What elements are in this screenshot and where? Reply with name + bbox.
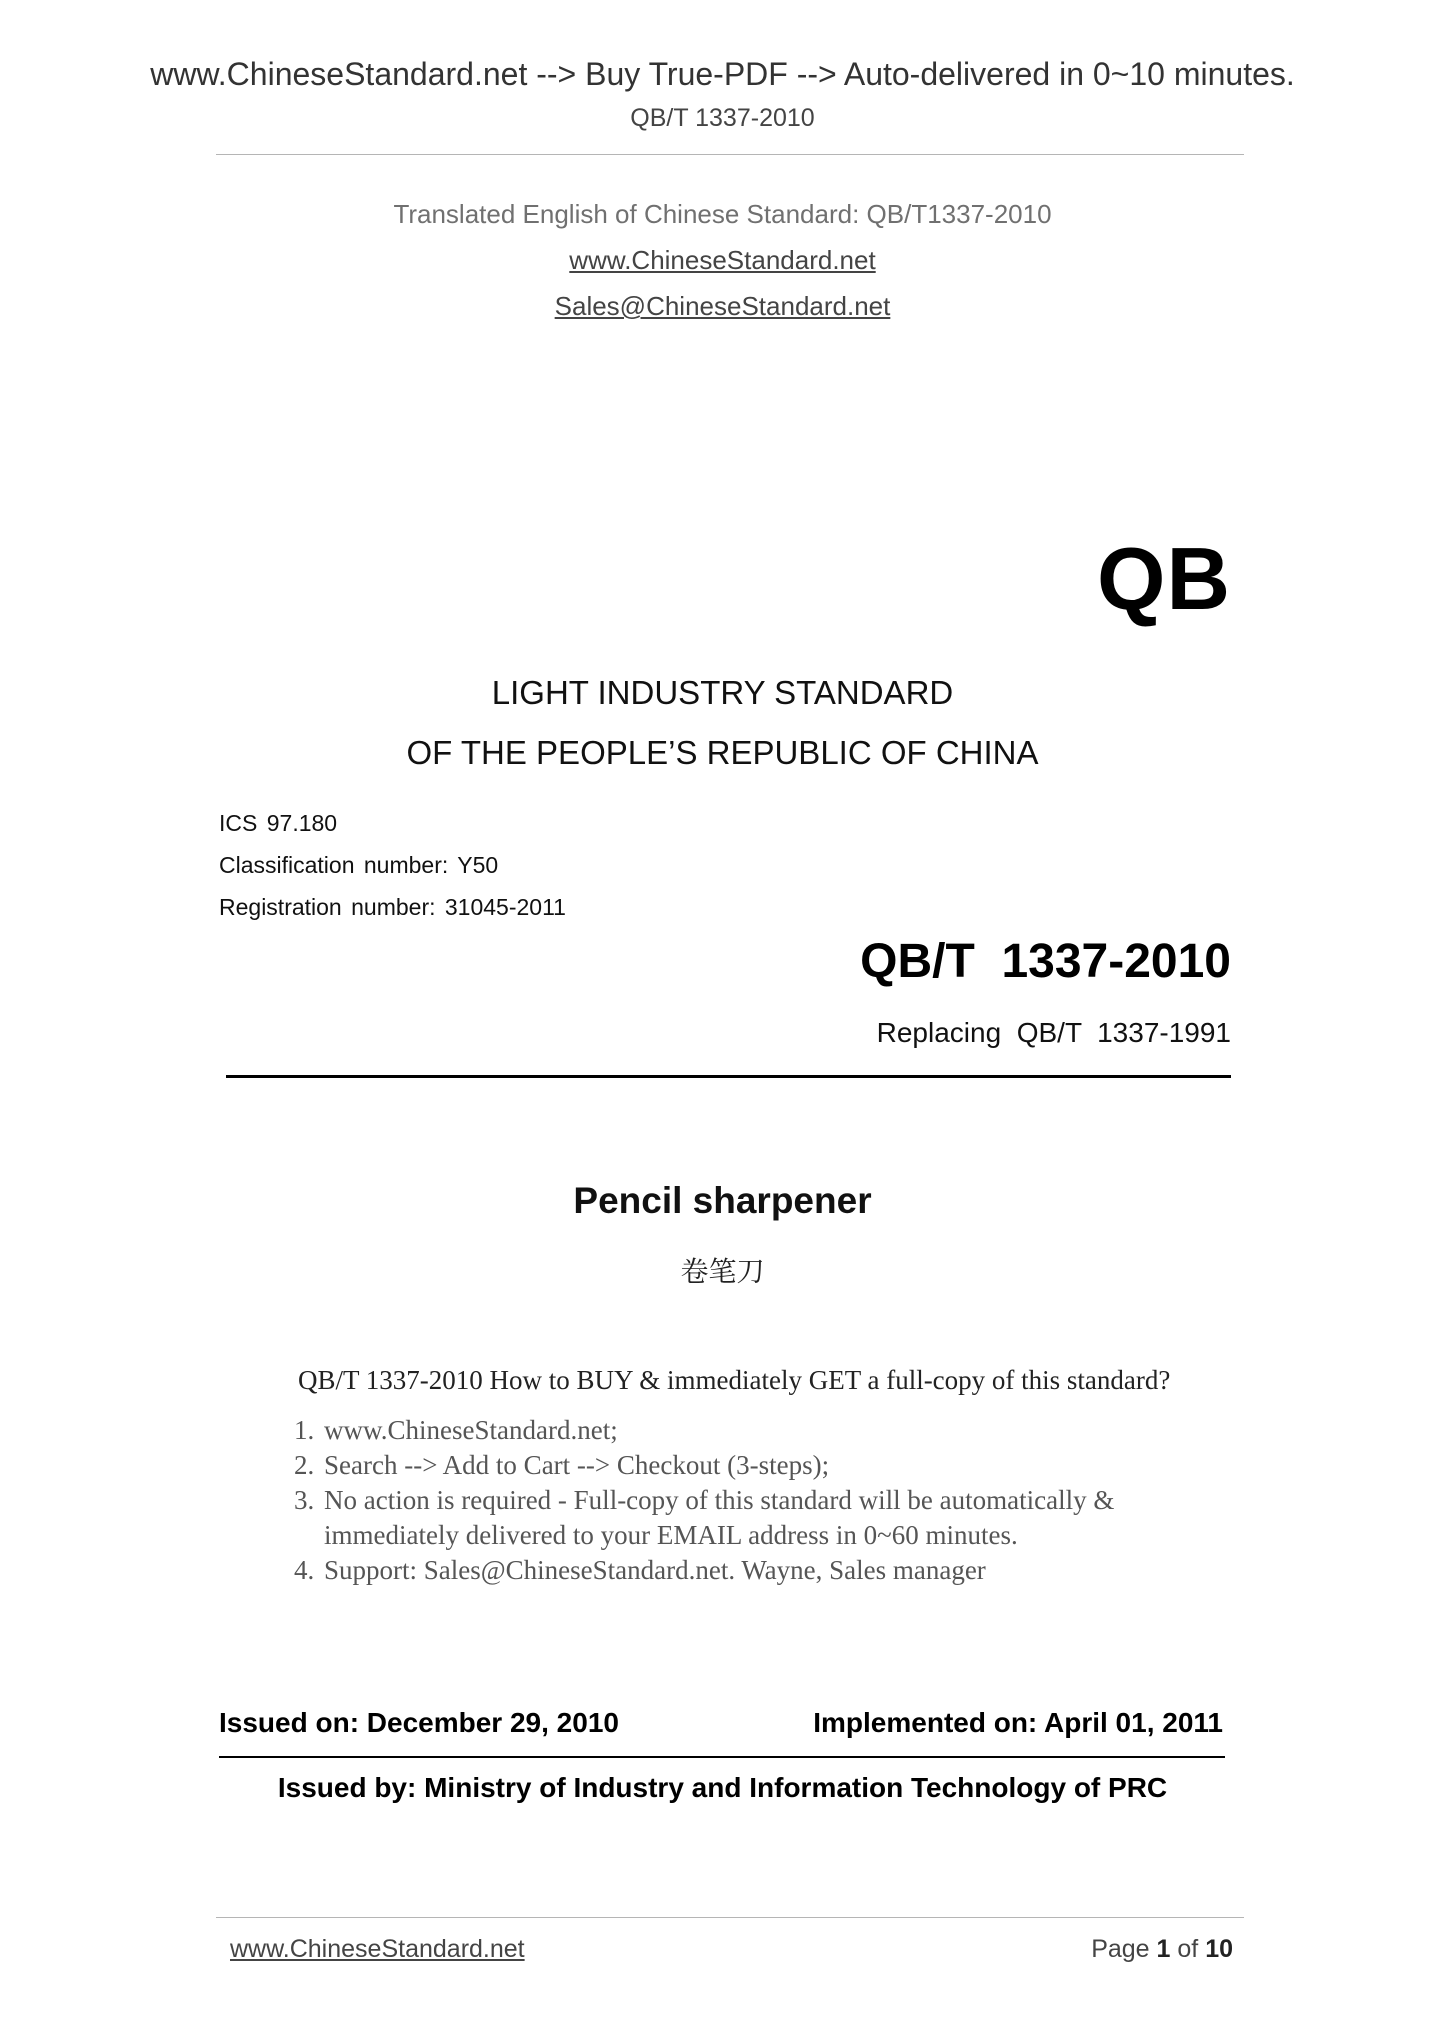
footer-divider [216, 1917, 1244, 1918]
page-current: 1 [1156, 1935, 1171, 1963]
standard-number: QB/T 1337-2010 [860, 935, 1231, 988]
site-link[interactable]: www.ChineseStandard.net [569, 245, 876, 275]
sales-link-row [0, 291, 1445, 322]
buy-heading: QB/T 1337-2010 How to BUY & immediately GET a full-copy of this standard? [298, 1365, 1171, 1395]
step-text: Support: Sales@ChineseStandard.net. Wayne, Sales manager [324, 1555, 986, 1585]
buy-steps-list [294, 1413, 1204, 1588]
step-number: 1. [294, 1415, 315, 1445]
page-total: 10 [1205, 1935, 1233, 1963]
step-text: No action is required - Full-copy of this standard will be automatically & immediately delivered to your EMAIL address in 0~60 minutes. [324, 1485, 1115, 1550]
dates-divider [219, 1756, 1225, 1758]
classification-number: Classification number: Y50 [219, 852, 499, 878]
list-item [294, 1448, 1204, 1483]
translated-note: Translated English of Chinese Standard: QB/T1337-2010 [393, 199, 1052, 229]
issued-by: Issued by: Ministry of Industry and Information Technology of PRC [277, 1772, 1168, 1803]
sales-email-link[interactable]: Sales@ChineseStandard.net [554, 291, 891, 321]
standard-title-line1: LIGHT INDUSTRY STANDARD [491, 674, 954, 711]
top-banner: www.ChineseStandard.net --> Buy True-PDF --> Auto-delivered in 0~10 minutes. [150, 56, 1295, 92]
registration-number: Registration number: 31045-2011 [219, 894, 566, 920]
list-item [294, 1553, 1204, 1588]
document-title: Pencil sharpener [573, 1180, 872, 1221]
list-item [294, 1483, 1204, 1553]
standard-title-line2: OF THE PEOPLE’S REPUBLIC OF CHINA [406, 734, 1039, 771]
title-divider [226, 1075, 1231, 1078]
step-number: 3. [294, 1485, 315, 1515]
step-text: Search --> Add to Cart --> Checkout (3-steps); [324, 1450, 830, 1480]
qb-logo: QB [1097, 529, 1231, 628]
step-number: 2. [294, 1450, 315, 1480]
footer-site-link[interactable]: www.ChineseStandard.net [230, 1935, 525, 1963]
page-number [1091, 1935, 1233, 1964]
replacing-note: Replacing QB/T 1337-1991 [876, 1017, 1231, 1048]
step-number: 4. [294, 1555, 315, 1585]
step-text: www.ChineseStandard.net; [324, 1415, 618, 1445]
header-standard-code: QB/T 1337-2010 [630, 104, 815, 132]
implemented-on-date: Implemented on: April 01, 2011 [813, 1707, 1223, 1738]
list-item [294, 1413, 1204, 1448]
page-separator: of [1170, 1935, 1206, 1963]
issued-on-date: Issued on: December 29, 2010 [219, 1707, 619, 1738]
header-divider [216, 154, 1244, 155]
site-link-row [0, 245, 1445, 276]
page-prefix: Page [1091, 1935, 1157, 1963]
document-title-chinese: 卷笔刀 [680, 1255, 765, 1288]
ics-code: ICS 97.180 [219, 810, 338, 836]
